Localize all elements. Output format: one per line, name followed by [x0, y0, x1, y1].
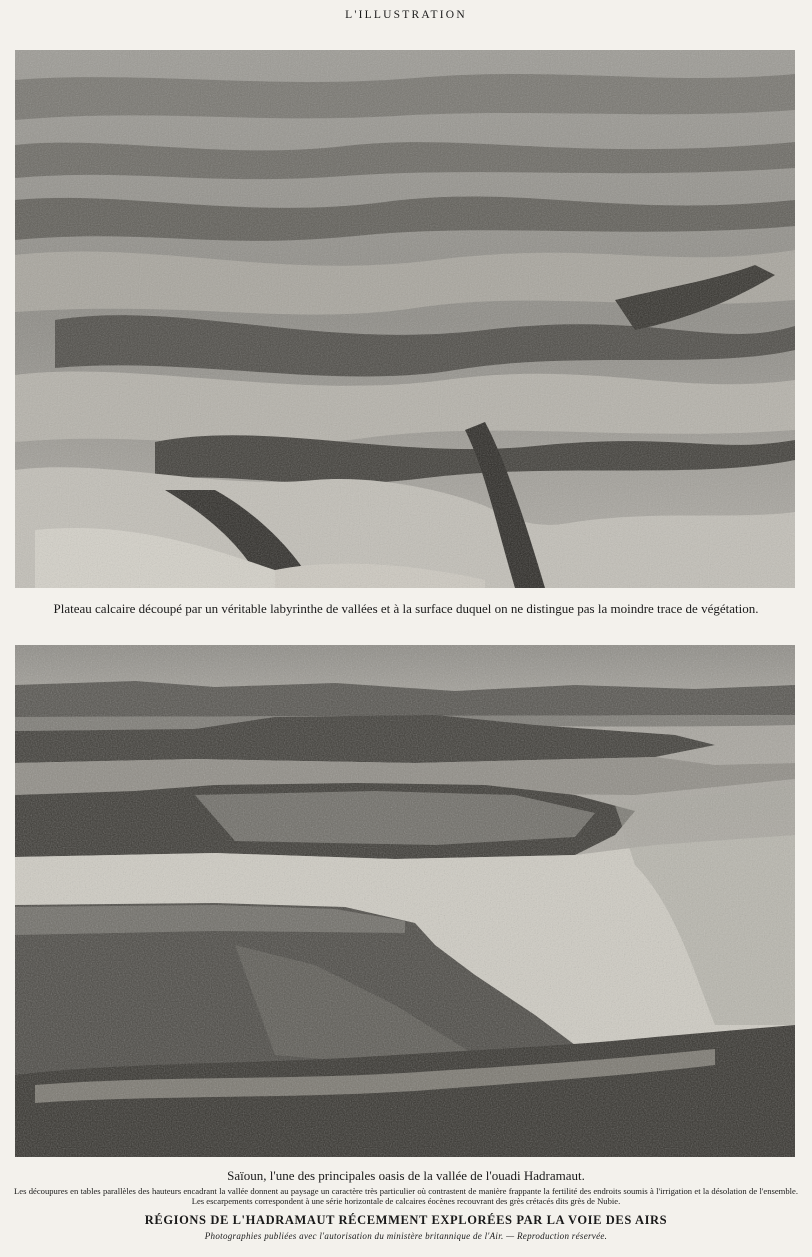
plateau-aerial-photo [15, 50, 795, 588]
magazine-header: L'ILLUSTRATION [345, 9, 467, 21]
article-title: RÉGIONS DE L'HADRAMAUT RÉCEMMENT EXPLORÉES PAR LA VOIE DES AIRS [144, 1213, 668, 1227]
article-body-text: Les découpures en tables parallèles des hauteurs encadrant la vallée donnent au paysage un caractère très particulier où contrastent de manière frappante la fertilité des endroits soumis à l'irrigation et la désolation de l'ensemble. Les escarpements correspondent à une série horizontale de calcaires éocènes recouvrant des grès crétacés dits grès de Nubie. [14, 1186, 798, 1207]
saioun-oasis-photo [15, 645, 795, 1157]
saioun-photo-caption: Saïoun, l'une des principales oasis de la vallée de l'ouadi Hadramaut. [227, 1168, 585, 1183]
photo-credit: Photographies publiées avec l'autorisation du ministère britannique de l'Air. — Reproduction réservée. [204, 1231, 608, 1241]
plateau-photo-caption: Plateau calcaire découpé par un véritable labyrinthe de vallées et à la surface duquel on ne distingue pas la moindre trace de végétation. [53, 601, 759, 616]
